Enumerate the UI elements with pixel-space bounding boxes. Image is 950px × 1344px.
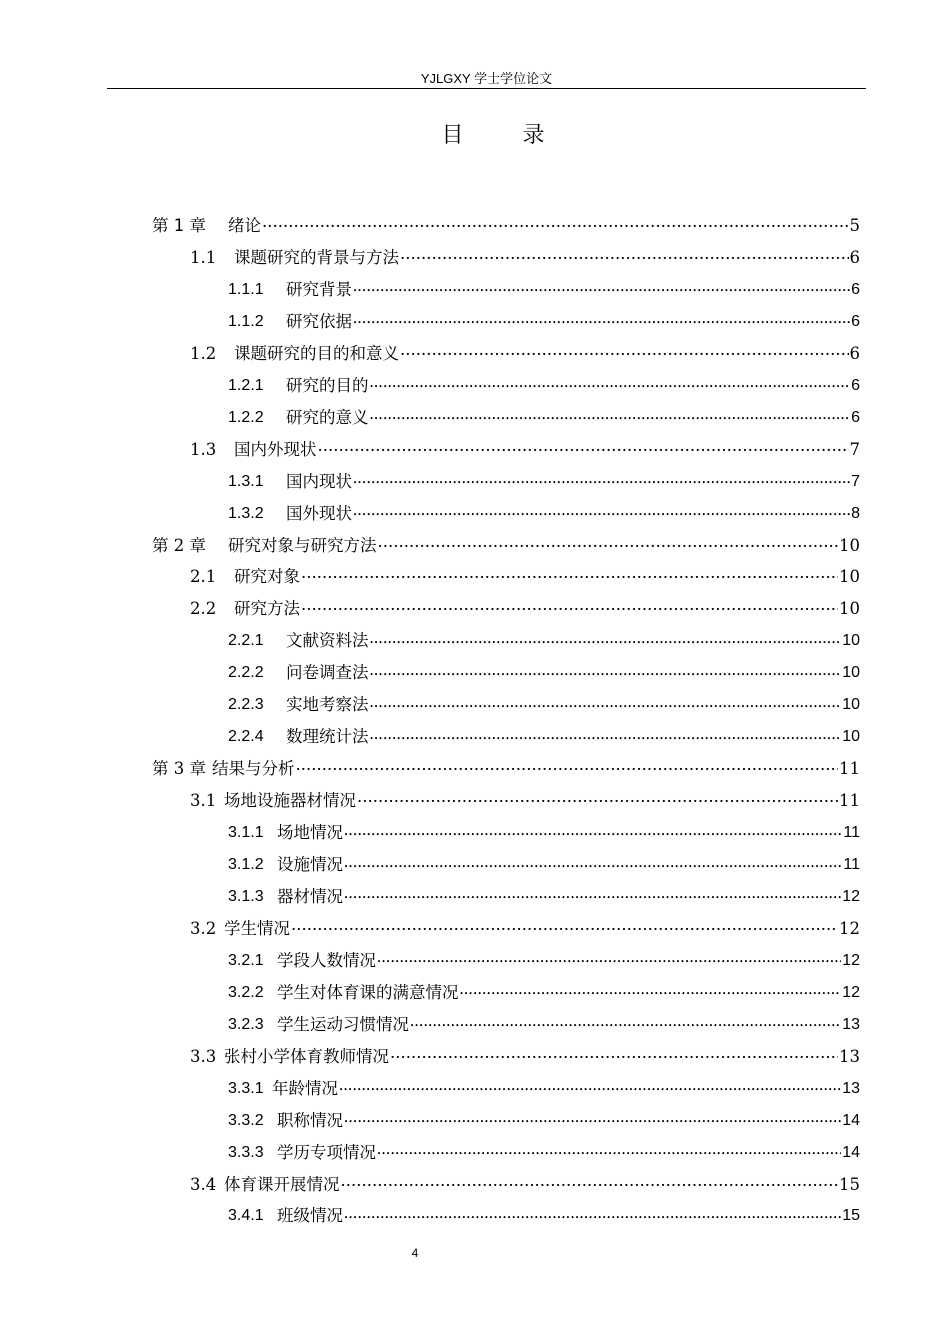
toc-entry[interactable] — [228, 657, 860, 689]
toc-entry-number: 2.2.4 — [228, 728, 264, 746]
toc-entry-title: 设施情况 — [277, 855, 343, 874]
dot-leader — [344, 1199, 841, 1234]
toc-entry-number: 3.3.1 — [228, 1079, 264, 1097]
toc-entry-title: 学生运动习惯情况 — [277, 1014, 409, 1034]
toc-entry-number: 2.1 — [190, 567, 217, 587]
toc-entry[interactable] — [228, 689, 860, 721]
dot-leader — [301, 562, 838, 594]
toc-entry-title: 研究对象 — [234, 567, 300, 587]
dot-leader — [370, 400, 851, 435]
toc-entry-title: 研究依据 — [286, 311, 352, 331]
dot-leader — [344, 879, 841, 914]
toc-entry-title: 国内现状 — [286, 471, 352, 491]
toc-entry-number: 2.2 — [190, 599, 217, 619]
dot-leader — [262, 211, 849, 243]
toc-entry-title: 研究背景 — [286, 279, 352, 299]
toc-entry-title: 研究方法 — [234, 599, 300, 619]
toc-entry-number: 2.2.1 — [228, 632, 264, 650]
toc-entry[interactable] — [152, 210, 860, 242]
toc-entry-title: 学生情况 — [224, 918, 290, 938]
dot-leader — [377, 943, 841, 978]
toc-entry-number: 2.2.3 — [228, 696, 264, 714]
toc-entry-number: 第 2 章 — [152, 535, 206, 555]
toc-entry-number: 3.2 — [190, 918, 217, 938]
toc-title: 目 录 — [441, 123, 571, 148]
toc-entry-page: 11 — [843, 824, 860, 842]
toc-entry-page: 14 — [842, 1111, 860, 1129]
toc-entry-title: 班级情况 — [277, 1206, 343, 1226]
toc-entry[interactable] — [228, 817, 860, 849]
toc-entry-number: 1.2.2 — [228, 408, 264, 426]
toc-entry-page: 5 — [849, 216, 860, 235]
toc-entry-title: 问卷调查法 — [286, 663, 369, 683]
toc-entry-number: 3.3.2 — [228, 1111, 264, 1129]
toc-entry-title: 学生对体育课的满意情况 — [277, 982, 459, 1002]
toc-entry[interactable] — [190, 242, 860, 274]
toc-entry-page: 11 — [839, 791, 860, 811]
toc-entry-number: 1.2.1 — [228, 376, 264, 394]
toc-entry[interactable] — [190, 913, 860, 945]
toc-entry-number: 1.2 — [190, 343, 217, 363]
dot-leader — [339, 1071, 841, 1106]
toc-entry[interactable] — [190, 1169, 860, 1201]
dot-leader — [301, 594, 838, 626]
toc-entry-page: 6 — [849, 343, 860, 363]
header-rule — [107, 88, 866, 89]
toc-entry-page: 8 — [851, 504, 860, 522]
toc-entry[interactable] — [190, 593, 860, 625]
toc-entry-title: 实地考察法 — [286, 695, 369, 715]
toc-entry[interactable] — [228, 370, 860, 402]
toc-entry-title: 文献资料法 — [286, 631, 369, 651]
dot-leader — [400, 339, 849, 371]
toc-entry-page: 15 — [839, 1174, 860, 1194]
dot-leader — [353, 304, 850, 339]
toc-entry-number: 3.1 — [190, 791, 217, 811]
dot-leader — [370, 720, 842, 755]
dot-leader — [344, 1103, 841, 1138]
toc-entry-title: 研究的目的 — [286, 375, 369, 395]
dot-leader — [377, 1135, 841, 1170]
toc-entry-number: 3.1.3 — [228, 887, 264, 905]
toc-entry-number: 1.1 — [190, 247, 217, 267]
dot-leader — [410, 1007, 841, 1042]
dot-leader — [390, 1042, 838, 1074]
toc-entry-title: 课题研究的背景与方法 — [234, 247, 399, 267]
page-number: 4 — [411, 1246, 419, 1260]
toc-entry-number: 3.4 — [190, 1174, 217, 1194]
toc-entry-title: 研究对象与研究方法 — [228, 535, 377, 555]
toc-entry-number: 2.2.2 — [228, 664, 264, 682]
dot-leader — [378, 531, 839, 563]
toc-entry-number: 1.3.1 — [228, 472, 264, 490]
toc-entry[interactable] — [228, 402, 860, 434]
toc-entry-page: 11 — [839, 759, 860, 779]
toc-entry-page: 12 — [839, 918, 860, 938]
toc-entry-number: 第 1 章 — [152, 216, 206, 235]
toc-entry[interactable] — [228, 1105, 860, 1137]
toc-entry[interactable] — [228, 977, 860, 1009]
toc-entry[interactable] — [190, 338, 860, 370]
toc-entry-title: 张村小学体育教师情况 — [224, 1046, 389, 1066]
toc-entry-number: 3.2.1 — [228, 951, 264, 969]
dot-leader — [296, 754, 839, 786]
toc-entry-page: 10 — [842, 696, 860, 714]
toc-entry-page: 15 — [842, 1207, 860, 1225]
toc-entry[interactable] — [228, 721, 860, 753]
dot-leader — [400, 243, 849, 275]
dot-leader — [357, 786, 838, 818]
toc-entry-page: 14 — [842, 1143, 860, 1161]
toc-entry-page: 10 — [842, 632, 860, 650]
toc-entry-title: 课题研究的目的和意义 — [234, 343, 399, 363]
toc-entry-title: 体育课开展情况 — [224, 1174, 340, 1194]
toc-entry-number: 1.1.1 — [228, 280, 264, 298]
toc-entry-title: 器材情况 — [277, 886, 343, 906]
toc-entry-page: 10 — [839, 599, 860, 619]
toc-entry-page: 7 — [851, 472, 860, 490]
toc-entry-page: 6 — [849, 247, 860, 267]
dot-leader — [344, 816, 842, 851]
toc-entry-page: 13 — [839, 1046, 860, 1066]
toc-entry-title: 场地设施器材情况 — [224, 791, 356, 811]
toc-entry-title: 场地情况 — [277, 823, 343, 843]
toc-entry-page: 13 — [842, 1079, 860, 1097]
toc-entry-number: 1.3.2 — [228, 504, 264, 522]
dot-leader — [460, 975, 842, 1010]
toc-entry-page: 6 — [851, 376, 860, 394]
toc-entry-page: 10 — [839, 535, 860, 555]
dot-leader — [370, 688, 842, 723]
dot-leader — [370, 368, 851, 403]
dot-leader — [318, 435, 849, 467]
toc-entry[interactable] — [152, 753, 860, 785]
toc-entry[interactable] — [228, 1009, 860, 1041]
toc-entry-page: 13 — [842, 1015, 860, 1033]
toc-entry-title: 数理统计法 — [286, 727, 369, 747]
toc-entry-number: 3.2.3 — [228, 1015, 264, 1033]
toc-entry[interactable] — [152, 530, 860, 562]
toc-entry-title: 学段人数情况 — [277, 950, 376, 970]
toc-entry[interactable] — [228, 274, 860, 306]
dot-leader — [370, 624, 842, 659]
toc-entry-number: 3.1.2 — [228, 856, 264, 873]
toc-entry[interactable] — [228, 625, 860, 657]
dot-leader — [291, 914, 838, 946]
toc-entry-page: 10 — [842, 728, 860, 746]
toc-entry-page: 12 — [842, 951, 860, 969]
toc-entry[interactable] — [228, 498, 860, 530]
toc-entry-number: 1.1.2 — [228, 312, 264, 330]
toc-entry-number: 3.1.1 — [228, 824, 264, 842]
toc-entry-title: 学历专项情况 — [277, 1142, 376, 1162]
toc-entry-page: 6 — [851, 408, 860, 426]
toc-entry-title: 绪论 — [228, 216, 261, 235]
running-header: YJLGXY 学士学位论文 — [420, 71, 553, 86]
toc-entry[interactable] — [228, 306, 860, 338]
dot-leader — [353, 496, 850, 531]
toc-entry-number: 1.3 — [190, 439, 217, 459]
dot-leader — [370, 656, 842, 691]
toc-entry[interactable] — [190, 1041, 860, 1073]
toc-entry-page: 12 — [842, 887, 860, 905]
toc-entry[interactable] — [228, 1137, 860, 1169]
toc-entry-title: 职称情况 — [277, 1110, 343, 1130]
toc-entry-title: 研究的意义 — [286, 407, 369, 427]
toc-entry[interactable] — [228, 849, 860, 881]
dot-leader — [353, 464, 850, 499]
toc-entry-page: 6 — [851, 312, 860, 330]
toc-entry[interactable] — [228, 881, 860, 913]
toc-entry-number: 3.3.3 — [228, 1143, 264, 1161]
toc-entry-number: 3.3 — [190, 1046, 217, 1066]
toc-entry[interactable] — [190, 785, 860, 817]
toc-entry-page: 12 — [842, 983, 860, 1001]
toc-entry-page: 10 — [842, 664, 860, 682]
toc-entry[interactable] — [190, 561, 860, 593]
dot-leader — [344, 848, 842, 883]
toc-entry-number: 第 3 章 — [152, 759, 206, 779]
toc-entry-page: 11 — [843, 856, 860, 873]
dot-leader — [341, 1170, 839, 1202]
toc-entry[interactable] — [228, 1200, 860, 1232]
toc-entry-page: 6 — [851, 280, 860, 298]
toc-entry[interactable] — [228, 945, 860, 977]
toc-entry-title: 国外现状 — [286, 503, 352, 523]
toc-entry[interactable] — [190, 434, 860, 466]
toc-entry[interactable] — [228, 466, 860, 498]
toc-entry-page: 10 — [839, 567, 860, 587]
toc-entry-title: 年龄情况 — [272, 1078, 338, 1098]
toc-entry[interactable] — [228, 1073, 860, 1105]
toc-entry-number: 3.2.2 — [228, 983, 264, 1001]
toc-entry-title: 国内外现状 — [234, 439, 317, 459]
toc-entry-number: 3.4.1 — [228, 1207, 264, 1225]
dot-leader — [353, 272, 850, 307]
toc-entry-title: 结果与分析 — [212, 759, 295, 779]
toc-entry-page: 7 — [849, 439, 860, 459]
